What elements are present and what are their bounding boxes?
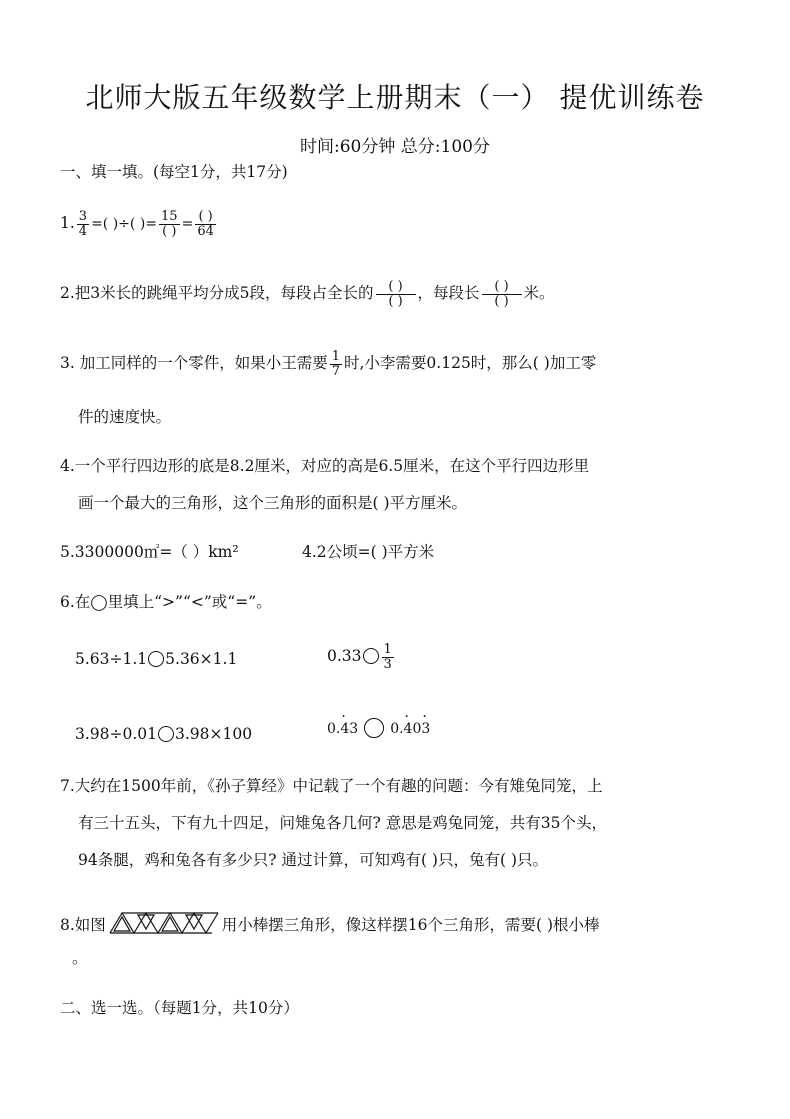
question-4-line-2: 画一个最大的三角形，这个三角形的面积是( )平方厘米。 [78,494,468,512]
q3-fraction: $\frac{1}{7}$ [331,349,340,379]
q1-fraction-2: $\frac{15}{( )}$ [161,209,178,239]
question-5-part-a: 5.3300000㎡=（ ）km² [60,543,239,561]
q1-fraction-1: $\frac{3}{4}$ [78,209,88,239]
question-8-line-2: 。 [72,949,88,967]
compare-circle-c[interactable] [158,726,174,742]
question-3-line-2: 件的速度快。 [78,408,172,426]
question-7-line-1: 7.大约在1500年前，《孙子算经》中记载了一个有趣的问题：今有雉兔同笼，上 [60,777,603,795]
section-1-header: 一、填一填。(每空1分，共17分) [60,163,288,181]
question-7-line-2: 有三十五头，下有九十四足，问雉兔各几何? 意思是鸡兔同笼，共有35个头， [78,814,607,832]
q6-comparison-c: 3.98÷0.01 3.98×100 [75,725,253,743]
section-2-header: 二、选一选。（每题1分，共10分） [60,999,299,1017]
question-6-header: 6.在◯里填上“>”“<”或“=”。 [60,593,272,611]
q2-fraction-2: $\frac{( )}{( )}$ [482,280,522,308]
page-title: 北师大版五年级数学上册期末（一） 提优训练卷 [85,81,705,114]
exam-info: 时间:60分钟 总分:100分 [300,137,490,157]
question-4-line-1: 4.一个平行四边形的底是8.2厘米，对应的高是6.5厘米，在这个平行四边形里 [60,457,590,475]
q2-fraction-1: $\frac{( )}{( )}$ [376,280,416,308]
repeat-dot-4: · 43 [340,721,358,737]
stick-triangles-figure [108,910,220,936]
q6-comparison-d: 0.· 43 0.· 40· 3 [327,718,430,738]
question-7-line-3: 94条腿，鸡和兔各有多少只? 通过计算，可知鸡有( )只，兔有( )只。 [78,851,549,869]
question-3: 3. 加工同样的一个零件，如果小王需要 $\frac{1}{7}$ 时,小李需要0.125时，那么( )加工零 [60,349,597,379]
q6-comparison-b: 0.33 $\frac{1}{3}$ [327,642,392,672]
q1-label: 1. [60,214,75,233]
question-1: 1. $\frac{3}{4}$ =( )÷( )= $\frac{15}{( )}$ = $\frac{( )}{64}$ [60,209,214,239]
q6-fraction-b: $\frac{1}{3}$ [383,642,392,672]
compare-circle-d[interactable] [364,718,384,738]
q6-comparison-a: 5.63÷1.1 5.36×1.1 [75,650,238,668]
compare-circle-b[interactable] [363,648,379,664]
question-8: 8.如图 用小棒摆三角形，像这样摆16个三角形，需要( )根小棒 [60,910,600,936]
q1-division: =( )÷( )= [91,216,158,233]
question-5-part-b: 4.2公顷=( )平方米 [302,543,435,561]
q1-fraction-3: $\frac{( )}{64}$ [197,209,214,239]
compare-circle-a[interactable] [148,651,164,667]
question-2: 2.把3米长的跳绳平均分成5段，每段占全长的 $\frac{( )}{( )}$ ，每段长 $\frac{( )}{( )}$ 米。 [60,279,555,309]
